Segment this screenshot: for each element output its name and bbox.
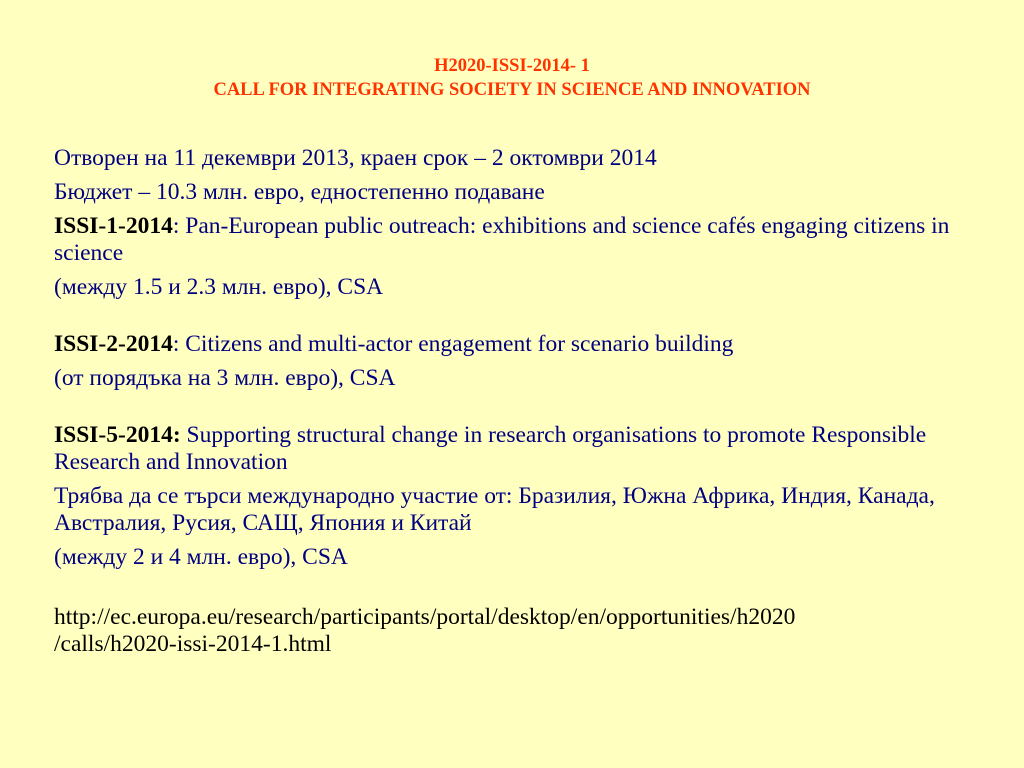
topic-issi-1-desc: Pan-European public outreach: exhibitions and science cafés engaging citizens in science (54, 213, 950, 266)
call-url-line-2[interactable]: /calls/h2020-issi-2014-1.html (54, 631, 332, 657)
call-url[interactable] (54, 604, 984, 658)
slide-title (0, 54, 1024, 102)
topic-issi-1-code: ISSI-1-2014 (54, 213, 173, 239)
opening-dates: Отворен на 11 декември 2013, краен срок – 2 октомври 2014 (54, 145, 657, 171)
topic-issi-1-funding: (между 1.5 и 2.3 млн. евро), CSA (54, 274, 384, 300)
topic-issi-2-sep: : (172, 331, 180, 357)
budget-info: Бюджет – 10.3 млн. евро, едностепенно подаване (54, 179, 545, 205)
topic-issi-2-funding: (от порядъка на 3 млн. евро), CSA (54, 365, 396, 391)
topic-issi-2-code: ISSI-2-2014 (54, 331, 173, 357)
call-name: CALL FOR INTEGRATING SOCIETY IN SCIENCE AND INNOVATION (213, 80, 811, 100)
topic-issi-5-funding: (между 2 и 4 млн. евро), CSA (54, 544, 348, 570)
topic-issi-1-sep: : (172, 213, 180, 239)
topic-issi-5 (54, 422, 984, 476)
call-identifier: H2020-ISSI-2014- 1 (434, 56, 590, 76)
call-url-line-1[interactable]: http://ec.europa.eu/research/participants/portal/desktop/en/opportunities/h2020 (54, 604, 796, 630)
topic-issi-2-desc: Citizens and multi-actor engagement for scenario building (179, 331, 734, 357)
topic-issi-5-desc: Supporting structural change in research organisations to promote Responsible Research and Innovation (54, 422, 927, 475)
slide-body (54, 145, 984, 665)
topic-issi-2 (54, 331, 984, 358)
topic-issi-5-code: ISSI-5-2014: (54, 422, 181, 448)
topic-issi-1 (54, 213, 984, 267)
topic-issi-5-note: Трябва да се търси международно участие от: Бразилия, Южна Африка, Индия, Канада, Австралия, Русия, САЩ, Япония и Китай (54, 483, 935, 536)
